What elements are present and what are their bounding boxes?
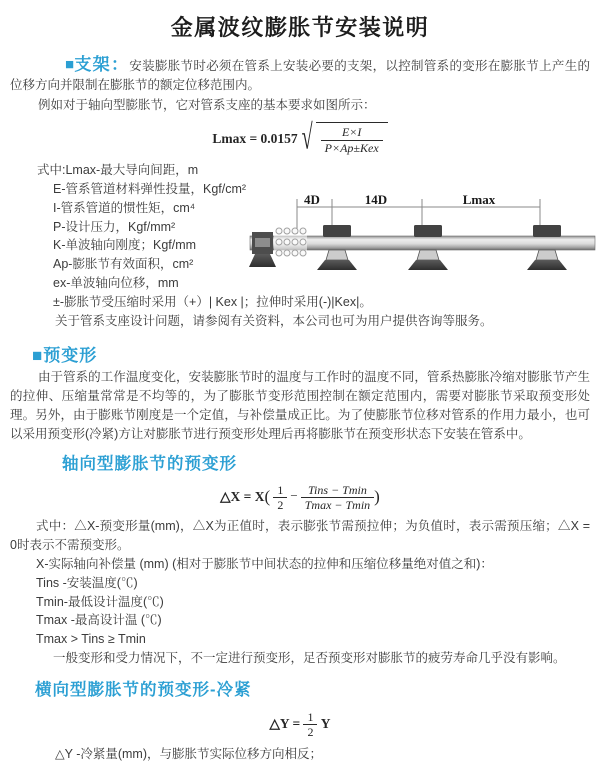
support-body-text: 安装膨胀节时必须在管系上安装必要的支架，以控制管系的变形在膨胀节上产生的位移方向并限制在膨胀节的额定位移范围内。 [10, 59, 590, 92]
axial-note-line: 式中：△X-预变形量(mm)，△X为正值时，表示膨张节需预拉伸；为负值时，表示需预压缩；△X = 0时表示不需预变形。 [10, 519, 590, 553]
support-paragraph [10, 56, 590, 95]
definition-line: ex-单波轴向位移，mm [53, 275, 179, 290]
dimension-label-lmax: Lmax [462, 192, 496, 207]
radical-sign: √ [301, 118, 313, 158]
axial-note-line: X-实际轴向补偿量 (mm) (相对于膨胀节中间状态的拉伸和压缩位移量绝对值之和)： [36, 556, 493, 571]
anchor-support [249, 232, 276, 267]
pipe-support-diagram [248, 192, 596, 288]
support-section-label: 支架： [74, 55, 130, 74]
section-square-icon: ■ [65, 56, 75, 73]
axial-note-line: 一般变形和受力情况下，不一定进行预变形，足否预变形对膨胀节的疲劳寿命几乎没有影响。 [53, 650, 566, 665]
formula-lateral-half: $\frac{1}{2}$ [303, 710, 317, 740]
formula-axial [10, 483, 590, 513]
definition-line: K-单波轴向刚度；Kgf/mm [53, 238, 197, 253]
page-title: 金属波纹膨胀节安装说明 [170, 15, 430, 40]
axial-note-line: Tmax > Tins ≥ Tmin [36, 632, 146, 647]
close-paren: ) [374, 486, 380, 506]
predeform-section-heading [32, 341, 590, 366]
formula-axial-half: $\frac{1}{2}$ [273, 483, 287, 513]
formula-lateral [10, 710, 590, 740]
definition-line: P-设计压力，Kgf/mm² [53, 219, 176, 234]
lateral-note-line: △Y -冷紧量(mm)，与膨胀节实际位移方向相反； [55, 747, 323, 762]
definition-line: Ap-膨胀节有效面积，cm² [53, 257, 194, 272]
axial-note-line: Tmax -最高设计温 (℃) [36, 613, 162, 628]
definition-line: 关于管系支座设计问题，请参阅有关资料，本公司也可为用户提供咨询等服务。 [55, 313, 493, 328]
section-square-icon: ■ [32, 346, 44, 366]
formula-lmax-lhs: Lmax = 0.0157 [212, 131, 298, 147]
formula-lmax [10, 118, 590, 158]
dimension-label-4d: 4D [304, 192, 320, 207]
formula-lateral-lhs: △Y = [269, 715, 301, 731]
definition-line: I-管系管道的惯性矩，cm⁴ [53, 200, 196, 215]
formula-lateral-rhs: Y [320, 715, 331, 731]
axial-subheading: 轴向型膨胀节的预变形 [62, 454, 237, 473]
open-paren: ( [264, 486, 271, 506]
lateral-subheading: 横向型膨胀节的预变形-冷紧 [35, 680, 252, 699]
definition-line: E-管系管道材料弹性投量，Kgf/cm² [53, 181, 247, 196]
predeform-paragraph: 由于管系的工作温度变化，安装膨胀节时的温度与工作时的温度不同，管系热膨胀冷缩对膨胀节产生的拉伸、压缩量常常是不均等的，为了膨胀节变形范围控制在额定范围内，需要对膨胀节采取预变形处理。另外，由于膨账节刚度是一个定值，与补偿量成正比。为了使膨胀节位移对管系的作用力最小，也可以采用预变形(冷紧)方让对膨胀节进行预变形处理后再将膨胀节在预变形状态下安装在管系中。 [10, 370, 590, 441]
axial-notes [10, 517, 590, 667]
formula-axial-lhs: △X = X [220, 488, 265, 504]
axial-note-line: Tins -安装温度(℃) [36, 575, 138, 590]
axial-note-line: Tmin-最低设计温度(℃) [36, 594, 164, 609]
formula-axial-temp-fraction: $\frac{\text{Tins − Tmin}}{Tmax - Tmin}$ [301, 483, 374, 513]
definition-line: 式中:Lmax-最大导向间距，m [37, 163, 199, 178]
definition-line: ±-膨胀节受压缩时采用（+）| Kex |；拉伸时采用(-)|Kex|。 [53, 294, 372, 309]
dimension-label-14d: 14D [364, 192, 388, 207]
predeform-section-label: 预变形 [43, 346, 98, 366]
bellows-icon [274, 228, 307, 256]
formula-lmax-sqrt [301, 118, 388, 158]
minus-sign: − [290, 488, 298, 504]
support-example-line: 例如对于轴向型膨胀节，它对管系支座的基本要求如图所示： [38, 97, 376, 112]
formula-lmax-denominator: P×Ap±Kex [324, 140, 379, 155]
formula-lmax-numerator: E×I [321, 125, 383, 140]
